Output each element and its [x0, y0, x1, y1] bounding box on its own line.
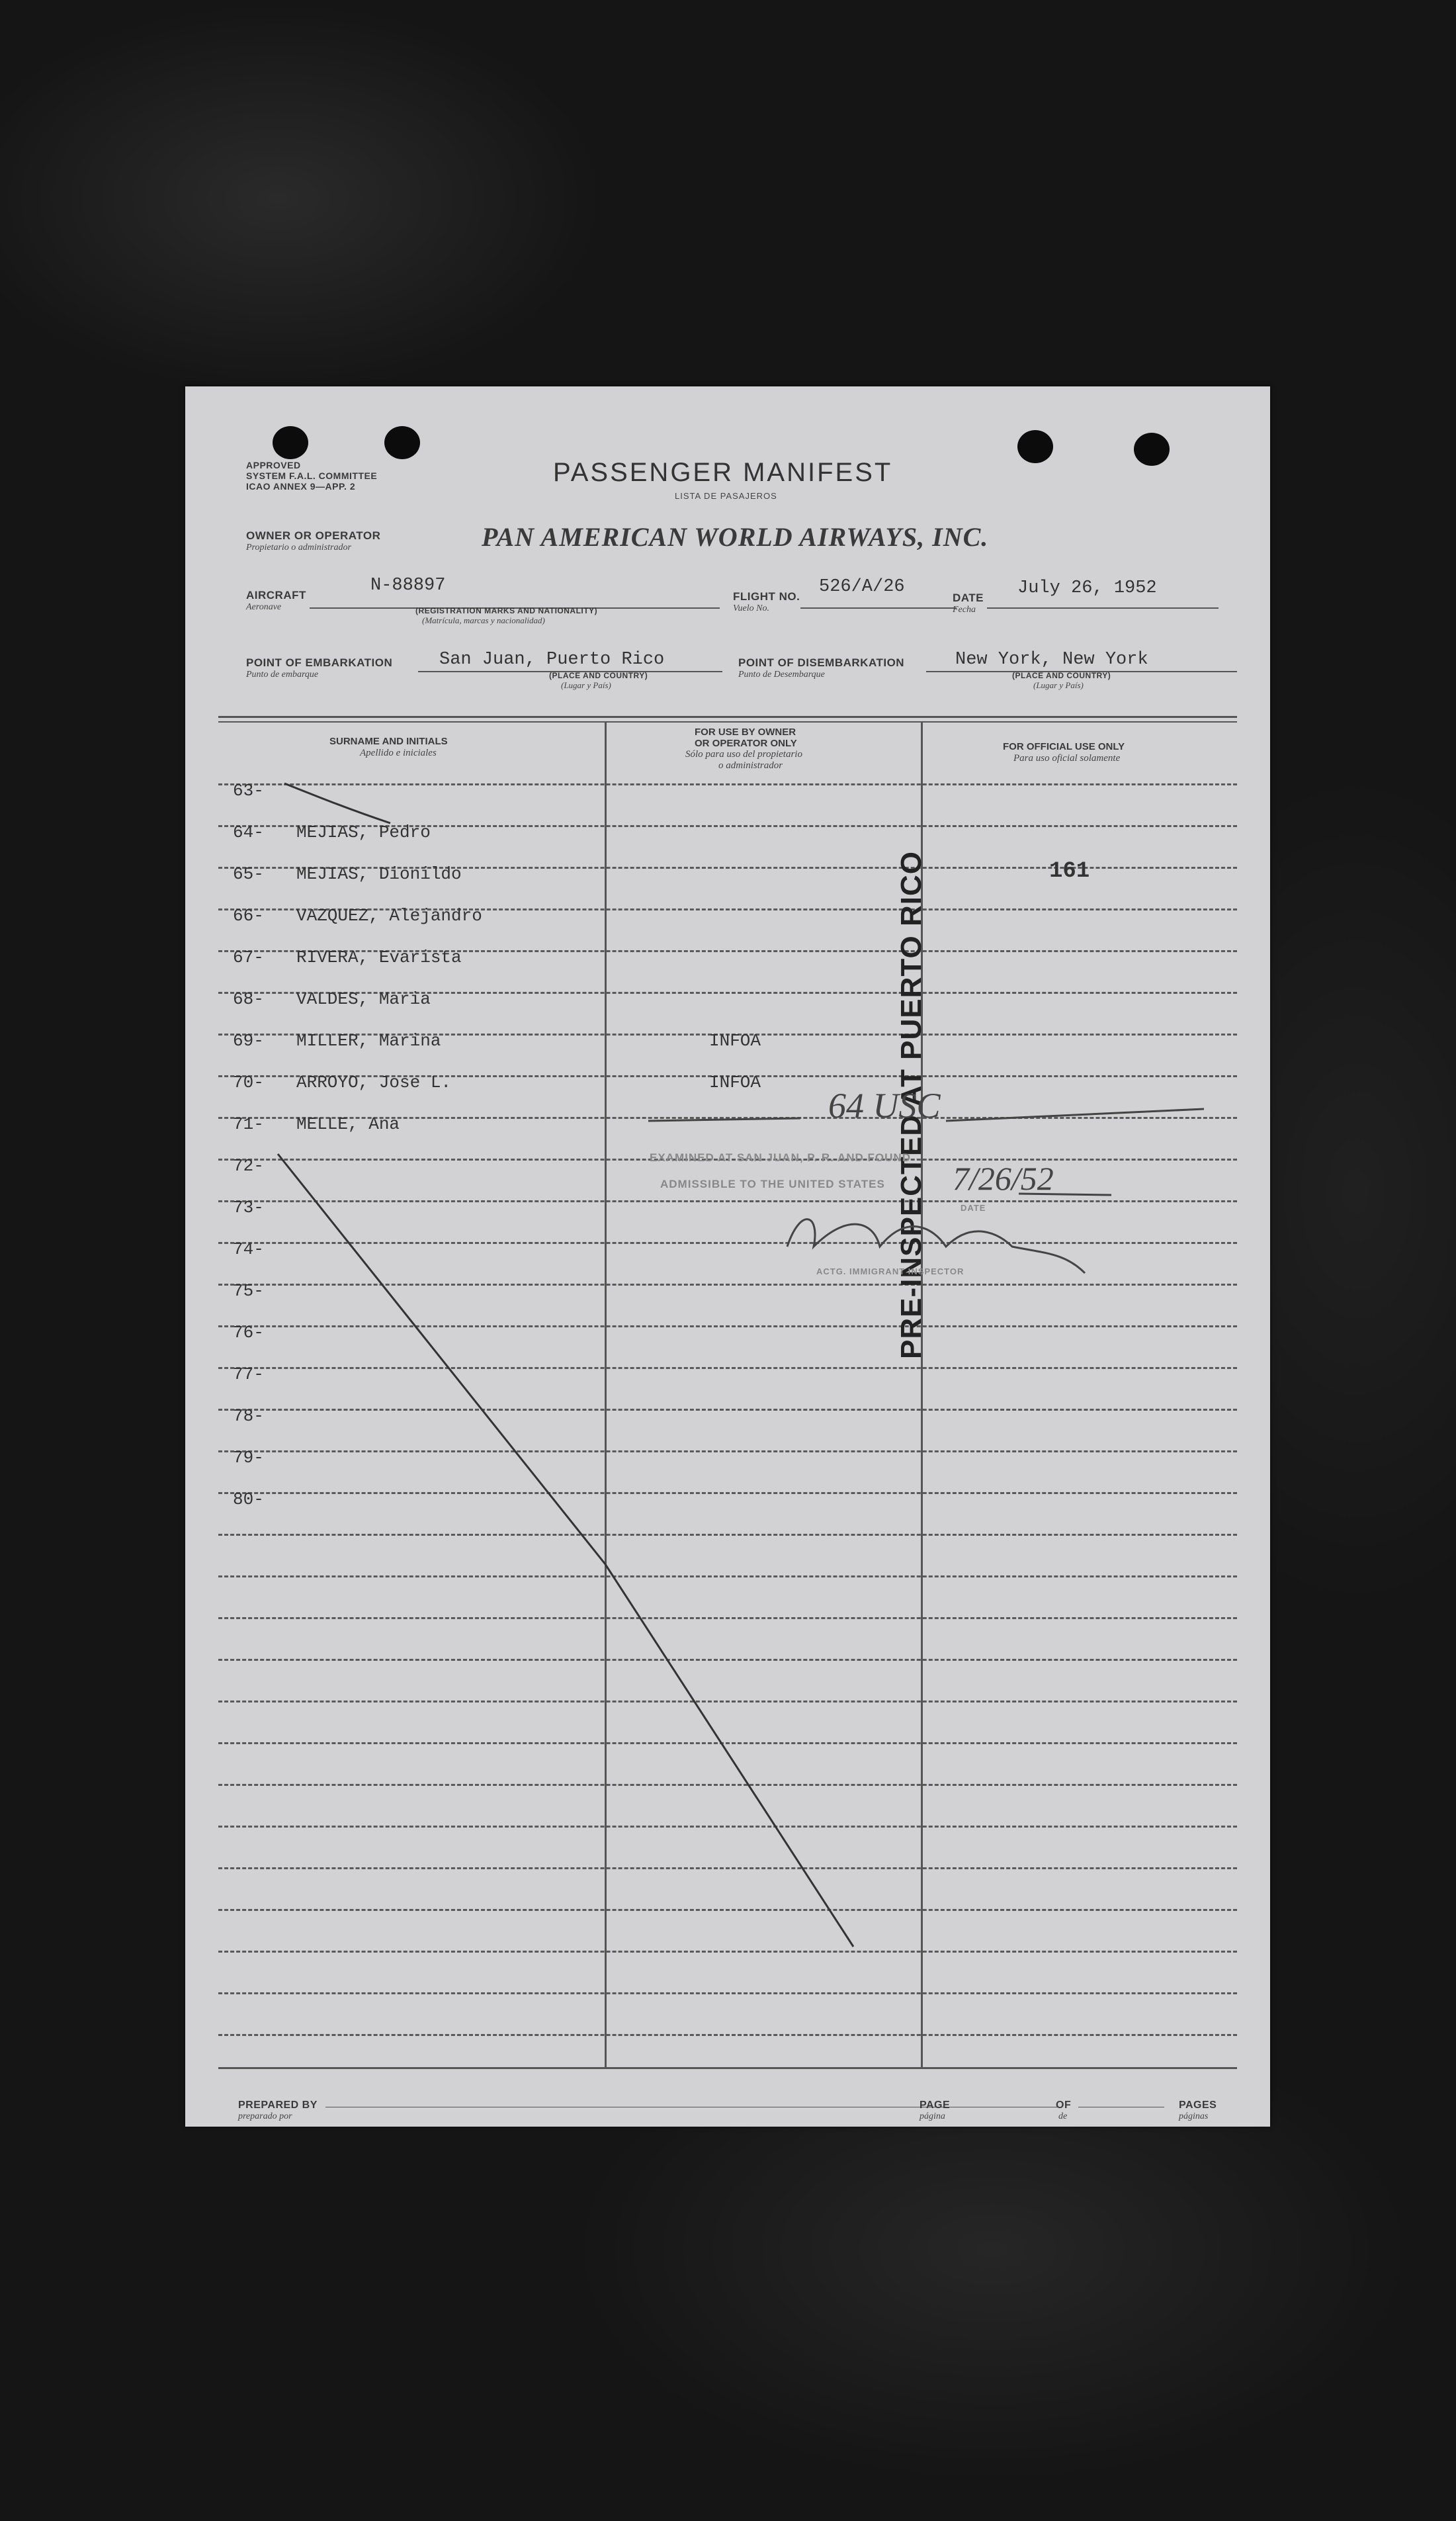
- manifest-sheet: [185, 386, 1270, 2127]
- approval-line: ICAO ANNEX 9—APP. 2: [246, 481, 356, 492]
- date-value: July 26, 1952: [1017, 578, 1157, 598]
- aircraft-label-es: Aeronave: [246, 602, 282, 612]
- examined-stamp-line: ADMISSIBLE TO THE UNITED STATES: [660, 1178, 885, 1190]
- row-number: 63-: [233, 781, 264, 801]
- aircraft-value: N-88897: [370, 576, 446, 596]
- passenger-name: MEJIAS, Dionildo: [296, 864, 462, 884]
- prepared-label: PREPARED BY: [238, 2100, 318, 2111]
- registration-caption: (REGISTRATION MARKS AND NATIONALITY): [415, 606, 598, 615]
- row-number: 75-: [233, 1281, 264, 1301]
- place-caption: (PLACE AND COUNTRY): [549, 671, 648, 680]
- row-number: 73-: [233, 1198, 264, 1217]
- embark-label-es: Punto de embarque: [246, 670, 319, 680]
- row-number: 72-: [233, 1156, 264, 1176]
- row-number: 70-: [233, 1073, 264, 1092]
- date-label: DATE: [953, 592, 984, 604]
- surname-header-es: Apellido e iniciales: [360, 748, 437, 758]
- place-caption-es: (Lugar y País): [561, 680, 611, 690]
- disembark-value: New York, New York: [955, 650, 1148, 670]
- disembark-label-es: Punto de Desembarque: [738, 670, 825, 680]
- passenger-name: RIVERA, Evarista: [296, 948, 462, 967]
- approval-line: SYSTEM F.A.L. COMMITTEE: [246, 470, 378, 481]
- disembark-label: POINT OF DISEMBARKATION: [738, 656, 905, 669]
- handwritten-marks: [185, 386, 1270, 2127]
- row-number: 68-: [233, 989, 264, 1009]
- owner-use-header: FOR USE BY OWNER: [695, 727, 796, 738]
- row-number: 69-: [233, 1031, 264, 1051]
- embark-value: San Juan, Puerto Rico: [439, 650, 665, 670]
- row-number: 77-: [233, 1364, 264, 1384]
- official-header-es: Para uso oficial solamente: [1013, 753, 1121, 764]
- row-number: 64-: [233, 822, 264, 842]
- handwritten-count: 64 USC: [828, 1086, 941, 1126]
- official-header: FOR OFFICIAL USE ONLY: [1003, 741, 1125, 752]
- flight-value: 526/A/26: [819, 577, 905, 597]
- owner-use-header: OR OPERATOR ONLY: [695, 738, 797, 749]
- inspector-signature: [787, 1219, 1085, 1273]
- row-number: 78-: [233, 1406, 264, 1426]
- of-label: OF: [1056, 2100, 1072, 2111]
- handwritten-dash: [946, 1109, 1204, 1121]
- row-number: 80-: [233, 1489, 264, 1509]
- flight-label: FLIGHT NO.: [733, 590, 800, 603]
- approval-line: APPROVED: [246, 460, 301, 470]
- row-number: 71-: [233, 1114, 264, 1134]
- owner-value: PAN AMERICAN WORLD AIRWAYS, INC.: [482, 522, 989, 552]
- form-title: PASSENGER MANIFEST: [553, 458, 893, 487]
- passenger-name: VALDES, Maria: [296, 989, 431, 1009]
- aircraft-label: AIRCRAFT: [246, 589, 306, 601]
- passenger-name: MILLER, Marina: [296, 1031, 441, 1051]
- stamp-inspector-caption: ACTG. IMMIGRANT INSPECTOR: [816, 1266, 964, 1276]
- owner-label: OWNER OR OPERATOR: [246, 529, 381, 542]
- row-number: 74-: [233, 1239, 264, 1259]
- passenger-name: VAZQUEZ, Alejandro: [296, 906, 482, 926]
- of-label-es: de: [1058, 2111, 1068, 2121]
- prepared-label-es: preparado por: [238, 2111, 292, 2121]
- pages-label-es: páginas: [1179, 2111, 1209, 2121]
- flight-label-es: Vuelo No.: [733, 603, 769, 613]
- stamp-date-caption: DATE: [961, 1203, 986, 1213]
- passenger-name: MELLE, Ana: [296, 1114, 400, 1134]
- owner-use-header-es: o administrador: [718, 760, 783, 771]
- page-label: PAGE: [920, 2100, 951, 2111]
- date-label-es: Fecha: [953, 605, 976, 615]
- place-caption: (PLACE AND COUNTRY): [1012, 671, 1111, 680]
- official-note: 161: [1049, 859, 1090, 884]
- handwritten-date: 7/26/52: [953, 1160, 1054, 1197]
- passenger-name: ARROYO, Jose L.: [296, 1073, 452, 1092]
- inspector-signature: [1019, 1194, 1111, 1195]
- operator-note: INFOA: [709, 1073, 761, 1092]
- row-number: 67-: [233, 948, 264, 967]
- owner-label-es: Propietario o administrador: [246, 543, 351, 553]
- registration-caption-es: (Matrícula, marcas y nacionalidad): [422, 615, 545, 625]
- passenger-name: MEJIAS, Pedro: [296, 822, 431, 842]
- embark-label: POINT OF EMBARKATION: [246, 656, 393, 669]
- row-number: 76-: [233, 1323, 264, 1343]
- owner-use-header-es: Sólo para uso del propietario: [685, 749, 802, 760]
- row-number: 66-: [233, 906, 264, 926]
- examined-stamp-line: EXAMINED AT SAN JUAN, P. R. AND FOUND: [650, 1151, 911, 1164]
- form-subtitle: LISTA DE PASAJEROS: [675, 491, 777, 501]
- row-number: 79-: [233, 1448, 264, 1468]
- place-caption-es: (Lugar y País): [1033, 680, 1084, 690]
- pages-label: PAGES: [1179, 2100, 1217, 2111]
- row-number: 65-: [233, 864, 264, 884]
- handwritten-dash: [648, 1118, 800, 1121]
- table-bottom-rule: [218, 2067, 1237, 2069]
- operator-note: INFOA: [709, 1031, 761, 1051]
- page-label-es: página: [920, 2111, 945, 2121]
- surname-header: SURNAME AND INITIALS: [329, 736, 448, 747]
- preinspected-stamp: PRE-INSPECTED AT PUERTO RICO: [895, 851, 927, 1359]
